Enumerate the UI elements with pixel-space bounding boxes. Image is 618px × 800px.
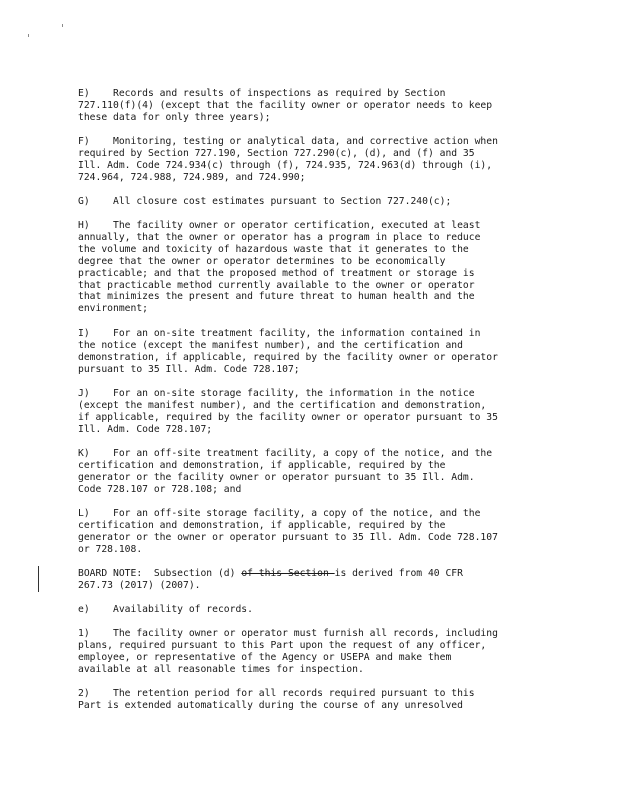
- text-line: certification and demonstration, if applicable, required by the: [78, 519, 446, 531]
- text-line: the notice (except the manifest number), and the certification and: [78, 339, 463, 351]
- revision-bar: [38, 566, 39, 592]
- struck-text: of this Section: [241, 568, 335, 579]
- text-line: E) Records and results of inspections as required by Section: [78, 88, 446, 99]
- text-line: e) Availability of records.: [78, 604, 253, 615]
- text-line: generator or the owner or operator pursuant to 35 Ill. Adm. Code 728.107: [78, 531, 498, 543]
- text-line: G) All closure cost estimates pursuant to Section 727.240(c);: [78, 196, 452, 207]
- paragraph-i: [78, 328, 548, 376]
- text-line: that practicable method currently available to the owner or operator: [78, 279, 475, 291]
- text-line: Part is extended automatically during the course of any unresolved: [78, 699, 463, 711]
- paragraph-k: [78, 448, 548, 496]
- text-line: annually, that the owner or operator has a program in place to reduce: [78, 231, 481, 243]
- text-line: that minimizes the present and future threat to human health and the: [78, 291, 475, 303]
- text-line: available at all reasonable times for inspection.: [78, 663, 364, 675]
- text-line: degree that the owner or operator determines to be economically: [78, 255, 446, 267]
- text-line: K) For an off-site treatment facility, a copy of the notice, and the: [78, 448, 493, 459]
- section-e-heading: [78, 604, 548, 616]
- paragraph-1: [78, 628, 548, 676]
- text-line: 267.73 (2017) (2007).: [78, 579, 201, 591]
- text-line: certification and demonstration, if applicable, required by the: [78, 459, 446, 471]
- text-line: demonstration, if applicable, required by the facility owner or operator: [78, 351, 498, 363]
- paragraph-h: [78, 220, 548, 315]
- text-line: employee, or representative of the Agency or USEPA and make them: [78, 651, 452, 663]
- text-line: (except the manifest number), and the certification and demonstration,: [78, 399, 487, 411]
- text-line: L) For an off-site storage facility, a copy of the notice, and the: [78, 508, 481, 519]
- text-line: or 728.108.: [78, 543, 143, 555]
- text-line: practicable; and that the proposed method of treatment or storage is: [78, 267, 475, 279]
- scan-mark: [28, 34, 29, 37]
- text-line: I) For an on-site treatment facility, the information contained in: [78, 328, 481, 339]
- text-line: J) For an on-site storage facility, the information in the notice: [78, 388, 475, 399]
- paragraph-f: [78, 136, 548, 184]
- paragraph-g: [78, 196, 548, 208]
- paragraph-j: [78, 388, 548, 436]
- text-line: if applicable, required by the facility owner or operator pursuant to 35: [78, 411, 498, 423]
- text-line: these data for only three years);: [78, 111, 271, 123]
- text-line: plans, required pursuant to this Part upon the request of any officer,: [78, 639, 487, 651]
- text-line: Ill. Adm. Code 724.934(c) through (f), 724.935, 724.963(d) through (i),: [78, 159, 493, 171]
- text-line: generator or the facility owner or operator pursuant to 35 Ill. Adm.: [78, 471, 475, 483]
- board-note: [78, 568, 548, 592]
- text-line: 1) The facility owner or operator must furnish all records, including: [78, 628, 498, 639]
- text-span: BOARD NOTE: Subsection (d): [78, 568, 242, 579]
- text-line: 2) The retention period for all records required pursuant to this: [78, 688, 475, 699]
- text-line: 724.964, 724.988, 724.989, and 724.990;: [78, 171, 306, 183]
- text-line: environment;: [78, 303, 148, 315]
- text-line: pursuant to 35 Ill. Adm. Code 728.107;: [78, 363, 300, 375]
- text-line: Code 728.107 or 728.108; and: [78, 483, 242, 495]
- paragraph-e: [78, 88, 548, 124]
- text-span: is derived from 40 CFR: [334, 568, 463, 579]
- text-line: the volume and toxicity of hazardous waste that it generates to the: [78, 243, 469, 255]
- paragraph-l: [78, 508, 548, 556]
- paragraph-2: [78, 688, 548, 712]
- text-line: F) Monitoring, testing or analytical data, and corrective action when: [78, 136, 498, 147]
- text-line: 727.110(f)(4) (except that the facility owner or operator needs to keep: [78, 99, 493, 111]
- text-line: required by Section 727.190, Section 727.290(c), (d), and (f) and 35: [78, 147, 475, 159]
- text-line: Ill. Adm. Code 728.107;: [78, 423, 213, 435]
- scan-mark: [62, 24, 63, 27]
- text-line: H) The facility owner or operator certification, executed at least: [78, 220, 481, 231]
